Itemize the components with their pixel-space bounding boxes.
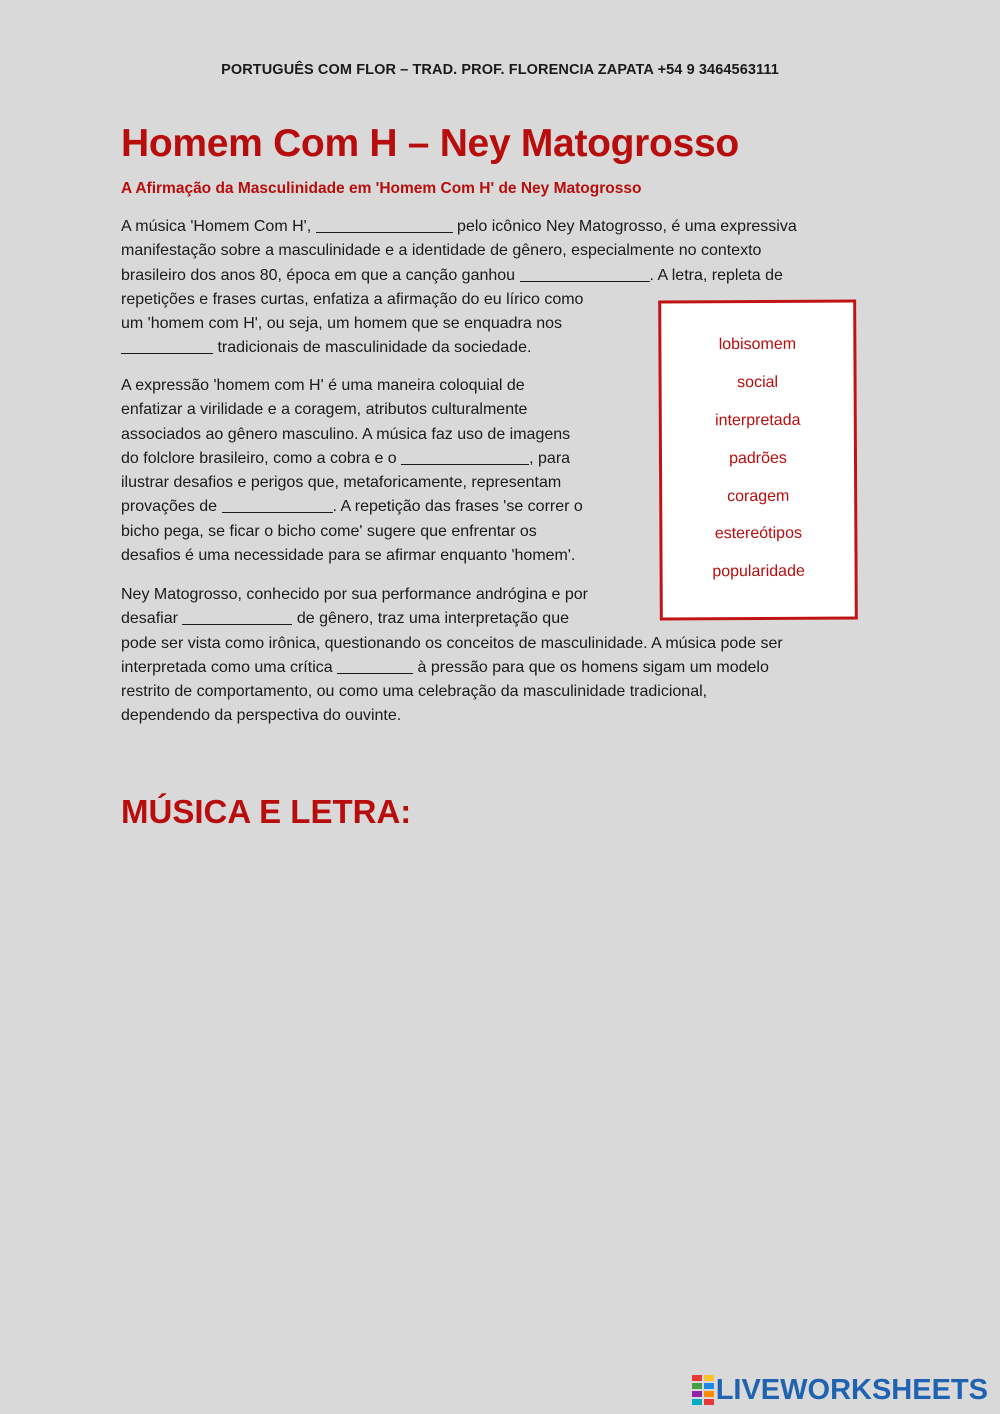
word-bank-item[interactable]: interpretada xyxy=(715,411,801,430)
blank-5[interactable] xyxy=(222,496,333,513)
paragraph-3: Ney Matogrosso, conhecido por sua performance andrógina e por desafiar de gênero, traz uma interpretação que pode ser vista como irônica, questionando os conceitos de masculinidade. A música pode ser interpretada como uma crítica à pressão para que os homens sigam um modelo restrito de comportamento, ou como uma celebração da masculinidade tradicional, dependendo da perspectiva do ouvinte. xyxy=(121,586,783,725)
word-bank-item[interactable]: coragem xyxy=(727,487,790,506)
blank-1[interactable] xyxy=(316,216,453,233)
blank-2[interactable] xyxy=(520,265,650,282)
word-bank-item[interactable]: estereótipos xyxy=(714,524,803,543)
liveworksheets-brand-text: LIVEWORKSHEETS xyxy=(715,1373,988,1406)
word-bank-item[interactable]: padrões xyxy=(729,449,787,468)
page-subtitle: A Afirmação da Masculinidade em 'Homem Com H' de Ney Matogrosso xyxy=(121,180,642,197)
blank-7[interactable] xyxy=(337,657,413,674)
word-bank-item[interactable]: popularidade xyxy=(712,562,805,581)
page-header: PORTUGUÊS COM FLOR – TRAD. PROF. FLORENCIA ZAPATA +54 9 3464563111 xyxy=(221,62,779,78)
section-title: MÚSICA E LETRA: xyxy=(121,793,412,830)
blank-6[interactable] xyxy=(182,608,292,625)
word-bank-item[interactable]: social xyxy=(737,373,779,392)
blank-4[interactable] xyxy=(401,448,529,465)
word-bank-item[interactable]: lobisomem xyxy=(718,335,797,354)
liveworksheets-logo-icon xyxy=(692,1375,714,1405)
page-title: Homem Com H – Ney Matogrosso xyxy=(121,122,739,165)
paragraph-1: A música 'Homem Com H', pelo icônico Ney Matogrosso, é uma expressiva manifestação sobre a masculinidade e a identidade de gênero, especialmente no contexto brasileiro dos anos 80, época em que a canção ganhou . A letra, repleta de repetições e frases curtas, enfatiza a afirmação do eu lírico como um 'homem com H', ou seja, um homem que se enquadra nos tradicionais de masculinidade da sociedade. xyxy=(121,218,797,357)
paragraph-2: A expressão 'homem com H' é uma maneira coloquial de enfatizar a virilidade e a coragem, atributos culturalmente associados ao gênero masculino. A música faz uso de imagens do folclore brasileiro, como a cobra e o , para ilustrar desafios e perigos que, metaforicamente, representam provações de . A repetição das frases 'se correr o bicho pega, se ficar o bicho come' sugere que enfrentar os desafios é uma necessidade para se afirmar enquanto 'homem'. xyxy=(121,377,583,565)
liveworksheets-brand[interactable] xyxy=(692,1373,988,1407)
word-bank xyxy=(658,299,858,620)
blank-3[interactable] xyxy=(121,337,213,354)
